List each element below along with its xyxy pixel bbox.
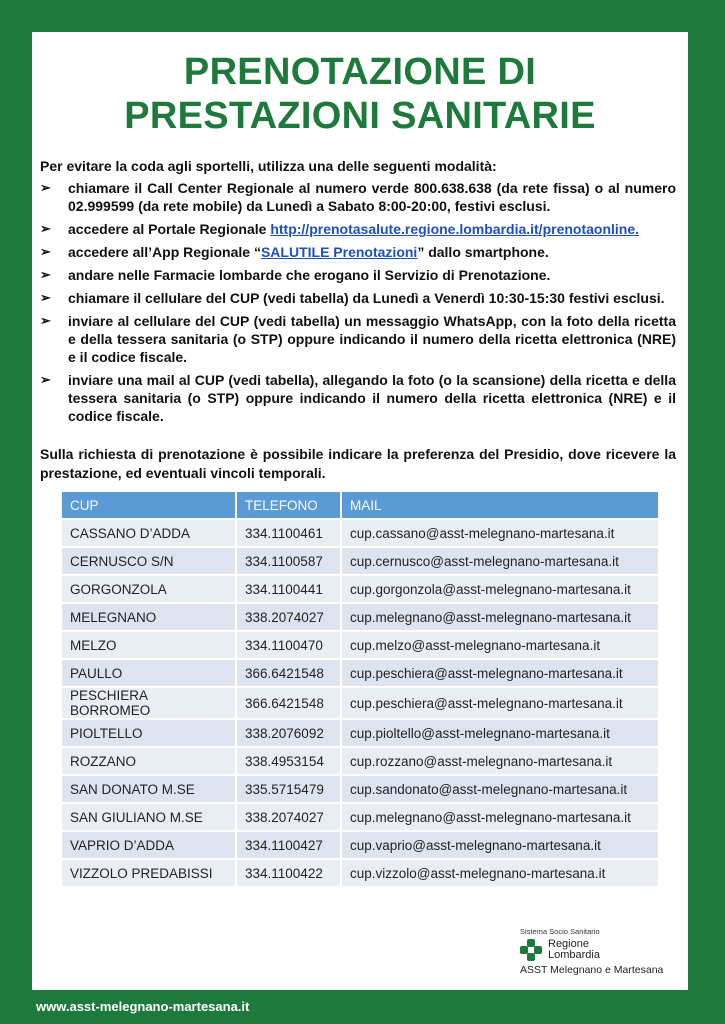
mail-cell[interactable]: cup.melegnano@asst-melegnano-martesana.it: [340, 604, 658, 630]
table-header-row: [62, 492, 658, 518]
header-mail: MAIL: [340, 492, 658, 518]
cup-cell: MELEGNANO: [62, 604, 235, 630]
logo-region-line-2: Lombardia: [548, 949, 600, 961]
preference-note: Sulla richiesta di prenotazione è possibile indicare la preferenza del Presidio, dove ricevere la prestazione, ed eventuali vincoli temporali.: [40, 446, 676, 481]
mail-cell[interactable]: cup.gorgonzola@asst-melegnano-martesana.it: [340, 576, 658, 602]
arrow-bullet-icon: ➢: [40, 221, 51, 236]
intro-text: Per evitare la coda agli sportelli, utilizza una delle seguenti modalità:: [40, 158, 497, 174]
phone-cell: 338.2076092: [235, 720, 340, 746]
phone-cell: 334.1100427: [235, 832, 340, 858]
list-item: ➢ accedere all’App Regionale “SALUTILE Prenotazioni” dallo smartphone.: [40, 244, 549, 260]
phone-cell: 334.1100470: [235, 632, 340, 658]
mail-cell[interactable]: cup.rozzano@asst-melegnano-martesana.it: [340, 748, 658, 774]
table-row: [62, 632, 658, 658]
cup-cell: PAULLO: [62, 660, 235, 686]
cup-cell: PESCHIERA BORROMEO: [62, 688, 235, 718]
arrow-bullet-icon: ➢: [40, 180, 51, 195]
phone-cell: 366.6421548: [235, 660, 340, 686]
mail-cell[interactable]: cup.cassano@asst-melegnano-martesana.it: [340, 520, 658, 546]
table-row: [62, 776, 658, 802]
header-telefono: TELEFONO: [235, 492, 340, 518]
phone-cell: 334.1100461: [235, 520, 340, 546]
mail-cell[interactable]: cup.vaprio@asst-melegnano-martesana.it: [340, 832, 658, 858]
list-item: ➢ accedere al Portale Regionale http://prenotasalute.regione.lombardia.it/prenotaonline.: [40, 221, 640, 237]
arrow-bullet-icon: ➢: [40, 244, 51, 259]
page-title: [32, 50, 688, 138]
cup-cell: ROZZANO: [62, 748, 235, 774]
header-cup: CUP: [62, 492, 235, 518]
cup-cell: CASSANO D’ADDA: [62, 520, 235, 546]
table-row: [62, 688, 658, 718]
mail-cell[interactable]: cup.pioltello@asst-melegnano-martesana.it: [340, 720, 658, 746]
title-line-2: PRESTAZIONI SANITARIE: [124, 95, 596, 137]
app-link[interactable]: SALUTILE Prenotazioni: [260, 244, 418, 260]
logo-asst-text: ASST Melegnano e Martesana: [520, 964, 664, 976]
phone-cell: 366.6421548: [235, 688, 340, 718]
booking-methods-list: [40, 179, 676, 430]
list-item: ➢ inviare una mail al CUP (vedi tabella), allegando la foto (o la scansione) della ricetta e della tessera sanitaria (o STP) oppure indicando il numero della ricetta elettronica (NRE) e il codice fiscale.: [40, 372, 676, 424]
table-row: [62, 748, 658, 774]
mail-cell[interactable]: cup.cernusco@asst-melegnano-martesana.it: [340, 548, 658, 574]
document-page: [32, 32, 688, 990]
mail-cell[interactable]: cup.melegnano@asst-melegnano-martesana.it: [340, 804, 658, 830]
table-row: [62, 604, 658, 630]
lombardia-rose-icon: [520, 939, 542, 961]
arrow-bullet-icon: ➢: [40, 267, 51, 282]
mail-cell[interactable]: cup.melzo@asst-melegnano-martesana.it: [340, 632, 658, 658]
phone-cell: 334.1100422: [235, 860, 340, 886]
table-row: [62, 860, 658, 886]
phone-cell: 338.4953154: [235, 748, 340, 774]
portal-link[interactable]: http://prenotasalute.regione.lombardia.it/prenotaonline.: [270, 221, 640, 237]
list-item: ➢ chiamare il Call Center Regionale al numero verde 800.638.638 (da rete fissa) o al numero 02.999599 (da rete mobile) da Lunedì a Sabato 8:00-20:00, festivi esclusi.: [40, 180, 676, 214]
table-row: [62, 832, 658, 858]
arrow-bullet-icon: ➢: [40, 313, 51, 328]
mail-cell[interactable]: cup.peschiera@asst-melegnano-martesana.it: [340, 688, 658, 718]
footer-url[interactable]: www.asst-melegnano-martesana.it: [36, 999, 250, 1014]
cup-cell: SAN GIULIANO M.SE: [62, 804, 235, 830]
phone-cell: 338.2074027: [235, 604, 340, 630]
mail-cell[interactable]: cup.vizzolo@asst-melegnano-martesana.it: [340, 860, 658, 886]
cup-contacts-table: [62, 490, 658, 888]
regione-lombardia-logo: [520, 927, 680, 976]
logo-region-line-1: Regione: [548, 938, 589, 950]
cup-cell: VAPRIO D’ADDA: [62, 832, 235, 858]
table-row: [62, 660, 658, 686]
list-item: ➢ andare nelle Farmacie lombarde che erogano il Servizio di Prenotazione.: [40, 267, 551, 283]
phone-cell: 334.1100441: [235, 576, 340, 602]
table-row: [62, 520, 658, 546]
mail-cell[interactable]: cup.sandonato@asst-melegnano-martesana.it: [340, 776, 658, 802]
phone-cell: 335.5715479: [235, 776, 340, 802]
list-item: ➢ inviare al cellulare del CUP (vedi tabella) un messaggio WhatsApp, con la foto della ricetta e della tessera sanitaria (o STP) oppure indicando il numero della ricetta elettronica (NRE) e il codice fiscale.: [40, 313, 676, 365]
list-item: ➢ chiamare il cellulare del CUP (vedi tabella) da Lunedì a Venerdì 10:30-15:30 festivi esclusi.: [40, 290, 665, 306]
table-row: [62, 720, 658, 746]
phone-cell: 334.1100587: [235, 548, 340, 574]
cup-cell: PIOLTELLO: [62, 720, 235, 746]
title-line-1: PRENOTAZIONE DI: [183, 51, 537, 93]
table-row: [62, 548, 658, 574]
cup-cell: SAN DONATO M.SE: [62, 776, 235, 802]
phone-cell: 338.2074027: [235, 804, 340, 830]
logo-system-text: Sistema Socio Sanitario: [520, 927, 600, 936]
table-row: [62, 576, 658, 602]
cup-cell: CERNUSCO S/N: [62, 548, 235, 574]
arrow-bullet-icon: ➢: [40, 372, 51, 387]
cup-cell: GORGONZOLA: [62, 576, 235, 602]
cup-cell: VIZZOLO PREDABISSI: [62, 860, 235, 886]
table-row: [62, 804, 658, 830]
cup-cell: MELZO: [62, 632, 235, 658]
mail-cell[interactable]: cup.peschiera@asst-melegnano-martesana.it: [340, 660, 658, 686]
arrow-bullet-icon: ➢: [40, 290, 51, 305]
